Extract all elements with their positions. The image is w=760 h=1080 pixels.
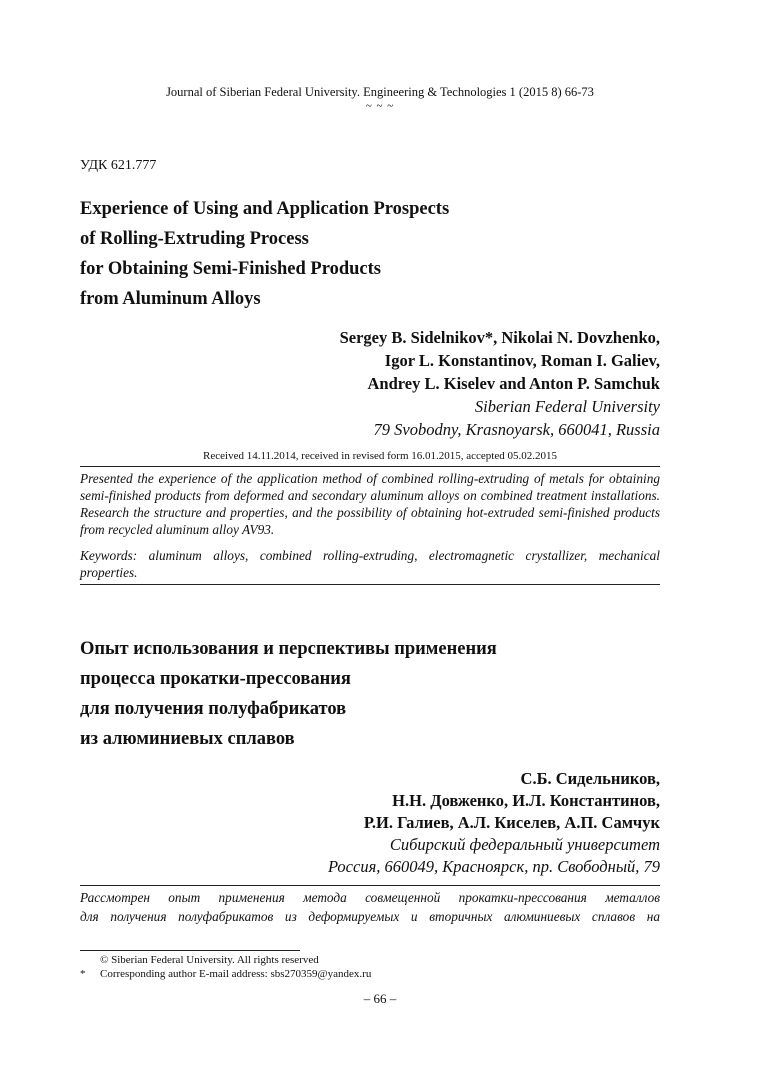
russian-abstract-line: Рассмотрен опыт применения метода совмещенной прокатки-прессования металлов xyxy=(80,890,660,905)
english-title-line: Experience of Using and Application Prospects xyxy=(80,199,450,219)
russian-title-line: Опыт использования и перспективы применения xyxy=(80,639,497,659)
journal-header: Journal of Siberian Federal University. Engineering & Technologies 1 (2015 8) 66-73 xyxy=(166,85,594,99)
russian-authors-block xyxy=(100,768,660,878)
english-affiliation-line: Siberian Federal University xyxy=(474,397,660,416)
footnote-copyright xyxy=(80,953,371,967)
footnote-corresponding-author xyxy=(80,967,371,981)
russian-affiliation-line: Сибирский федеральный университет xyxy=(389,835,660,854)
russian-authors-line: С.Б. Сидельников, xyxy=(520,769,660,788)
english-title-line: from Aluminum Alloys xyxy=(80,289,261,309)
russian-title-line: для получения полуфабрикатов xyxy=(80,699,347,719)
footnote-text: Corresponding author E-mail address: sbs270359@yandex.ru xyxy=(100,968,372,980)
russian-title-line: процесса прокатки-прессования xyxy=(80,669,351,689)
footnote-text: © Siberian Federal University. All rights reserved xyxy=(100,954,319,966)
russian-title xyxy=(80,634,640,754)
english-authors-line: Sergey B. Sidelnikov*, Nikolai N. Dovzhenko, xyxy=(339,328,660,347)
abstract-top-rule xyxy=(80,466,660,467)
english-title xyxy=(80,194,640,314)
received-dates: Received 14.11.2014, received in revised form 16.01.2015, accepted 05.02.2015 xyxy=(203,450,557,462)
russian-abstract-line: для получения полуфабрикатов из деформируемых и вторичных алюминиевых сплавов на xyxy=(80,909,660,924)
footnote-rule xyxy=(80,950,300,951)
english-authors-line: Igor L. Konstantinov, Roman I. Galiev, xyxy=(384,351,660,370)
russian-abstract xyxy=(80,888,660,926)
russian-affiliation-line: Россия, 660049, Красноярск, пр. Свободный, 79 xyxy=(327,857,660,876)
footnotes xyxy=(80,953,371,981)
page-number: – 66 – xyxy=(363,991,397,1006)
abstract-bottom-rule xyxy=(80,584,660,585)
english-authors-block xyxy=(100,326,660,441)
footnote-mark: * xyxy=(80,968,86,980)
russian-title-line: из алюминиевых сплавов xyxy=(80,729,295,749)
russian-authors-line: Р.И. Галиев, А.Л. Киселев, А.П. Самчук xyxy=(363,813,660,832)
english-authors-line: Andrey L. Kiselev and Anton P. Samchuk xyxy=(367,374,660,393)
udk-code: УДК 621.777 xyxy=(80,158,157,173)
russian-authors-line: Н.Н. Довженко, И.Л. Константинов, xyxy=(392,791,660,810)
english-abstract: Presented the experience of the application method of combined rolling-extruding of metals for obtaining semi-finished products from deformed and secondary aluminum alloys on combined treatment installations. Research the structure and properties, and the possibility of obtaining hot-extruded semi-finished products from recycled aluminum alloy AV93. xyxy=(80,471,660,537)
header-separator: ~ ~ ~ xyxy=(365,100,395,112)
russian-abstract-top-rule xyxy=(80,885,660,886)
english-title-line: for Obtaining Semi-Finished Products xyxy=(80,259,382,279)
english-affiliation-line: 79 Svobodny, Krasnoyarsk, 660041, Russia xyxy=(373,420,660,439)
english-title-line: of Rolling-Extruding Process xyxy=(80,229,309,249)
english-keywords: Keywords: aluminum alloys, combined rolling-extruding, electromagnetic crystallizer, mechanical properties. xyxy=(80,548,660,580)
